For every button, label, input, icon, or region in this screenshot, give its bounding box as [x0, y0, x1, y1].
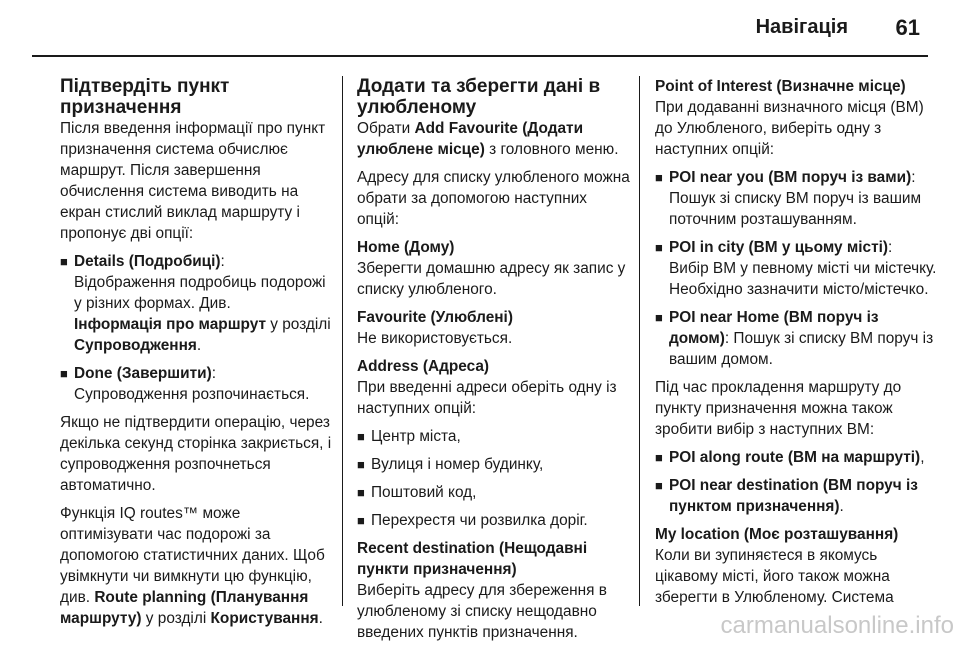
poi-near-home-text: : Пошук зі списку ВМ поруч із вашим домом. — [669, 330, 934, 368]
intro-paragraph: Після введення інформації про пункт призначення система обчислює маршрут. Після завершення обчислення система виводить на екран стислий виклад маршруту і пропонує дві опції: — [60, 120, 326, 242]
route-planning-link: Route planning (Планування маршруту) — [60, 589, 309, 627]
poi-near-you-text: Пошук зі списку ВМ поруч із вашим поточним розташуванням. — [669, 190, 922, 228]
usage-section: Користування — [210, 610, 319, 627]
list-item: ■ Вулиця і номер будинку, — [357, 454, 632, 475]
add-favourite-intro — [357, 118, 632, 160]
route-poi-list — [655, 447, 937, 517]
paragraph-iq-routes: Функція IQ routes™ може оптимізувати час подорожі за допомогою статистичних даних. Щоб увімкнути чи вимкнути цю функцію, див. Route planning (Планування маршруту) у розділі Користування. — [60, 505, 325, 627]
column-2 — [357, 76, 632, 650]
poi-text: При додаванні визначного місця (ВМ) до Улюбленого, виберіть одну з наступних опцій: — [655, 99, 924, 158]
options-list — [60, 251, 334, 405]
details-label: Details (Подробиці) — [74, 253, 221, 270]
home-text: Зберегти домашню адресу як запис у списку улюбленого. — [357, 260, 626, 298]
poi-near-home-label: POI near Home (ВМ поруч із домом) — [669, 309, 879, 347]
poi-along-route-label: POI along route (ВМ на маршруті) — [669, 449, 921, 466]
my-location-text: Коли ви зупиняєтеся в якомусь цікавому місті, його також можна зберегти в Улюбленому. Система — [655, 547, 894, 606]
heading-add-favourite: Додати та зберегти дані в улюбленому — [357, 76, 601, 118]
my-location-label: My location (Моє розташування) — [655, 526, 899, 543]
page-header — [0, 0, 960, 48]
list-item: ■ Поштовий код, — [357, 482, 632, 503]
poi-near-destination-label: POI near destination (ВМ поруч із пунктом призначення) — [669, 477, 918, 515]
list-item-poi-along-route: ■ POI along route (ВМ на маршруті), — [655, 447, 937, 468]
home-label: Home (Дому) — [357, 239, 455, 256]
list-item-poi-near-destination: ■ POI near destination (ВМ поруч із пунктом призначення). — [655, 475, 937, 517]
para3-mid: у розділі — [141, 610, 211, 627]
heading-confirm-destination: Підтвердіть пункт призначення — [60, 76, 230, 118]
poi-near-you-label: POI near you (ВМ поруч із вами) — [669, 169, 912, 186]
done-label: Done (Завершити) — [74, 365, 212, 382]
recent-destination-text: Виберіть адресу для збереження в улюбленому зі списку нещодавно введених пунктів призначення. — [357, 582, 607, 641]
header-divider — [32, 55, 928, 57]
details-section: Супроводження — [74, 337, 197, 354]
watermark: carmanualsonline.info — [720, 612, 954, 639]
section-title: Навігація — [755, 16, 848, 38]
column-divider-2 — [639, 76, 640, 606]
list-item-poi-in-city: ■ POI in city (ВМ у цьому місті): Вибір ВМ у певному місті чи містечку. Необхідно зазначити місто/містечко. — [655, 237, 937, 300]
recent-destination-label: Recent destination (Нещодавні пункти призначення) — [357, 540, 588, 578]
address-label: Address (Адреса) — [357, 358, 490, 375]
favourite-label: Favourite (Улюблені) — [357, 309, 513, 326]
list-item-done: ■ Done (Завершити): Супроводження розпочинається. — [60, 363, 334, 405]
poi-label: Point of Interest (Визначне місце) — [655, 78, 906, 95]
favourite-text: Не використовується. — [357, 330, 513, 347]
list-item-poi-near-you: ■ POI near you (ВМ поруч із вами): Пошук зі списку ВМ поруч із вашим поточним розташуванням. — [655, 167, 937, 230]
list-item-details: ■ Details (Подробиці): Відображення подробиць подорожі у різних формах. Див. Інформація про маршрут у розділі Супроводження. — [60, 251, 334, 356]
list-item-poi-near-home — [655, 307, 937, 370]
list-item: ■ Центр міста, — [357, 426, 632, 447]
column-3 — [655, 76, 937, 615]
add-favourite-menu-item: Add Favourite (Додати улюблене місце) — [357, 120, 584, 158]
poi-in-city-text: Вибір ВМ у певному місті чи містечку. Необхідно зазначити місто/містечко. — [669, 260, 937, 298]
details-text: Відображення подробиць подорожі у різних формах. Див. — [74, 274, 326, 312]
iq-routes-text: Функція IQ routes™ може оптимізувати час подорожі за допомогою статистичних даних. Щоб увімкнути чи вимкнути цю функцію, див. — [60, 505, 325, 606]
page-number: 61 — [895, 15, 920, 40]
list-item: ■ Перехрестя чи розвилка доріг. — [357, 510, 632, 531]
paragraph-auto-start: Якщо не підтвердити операцію, через декілька секунд сторінка закриється, і супроводження розпочнеться автоматично. — [60, 414, 332, 494]
details-link: Інформація про маршрут — [74, 316, 266, 333]
address-options-list — [357, 426, 632, 531]
intro-post: з головного меню. — [484, 141, 619, 158]
done-text: Супроводження розпочинається. — [74, 386, 310, 403]
details-mid: у розділі — [266, 316, 331, 333]
route-poi-intro: Під час прокладення маршруту до пункту призначення можна також зробити вибір з наступних ВМ: — [655, 379, 902, 438]
poi-in-city-label: POI in city (ВМ у цьому місті) — [669, 239, 889, 256]
intro-pre: Обрати — [357, 120, 415, 137]
column-1 — [60, 76, 334, 636]
favourite-options-intro: Адресу для списку улюбленого можна обрати за допомогою наступних опцій: — [357, 169, 630, 228]
column-divider-1 — [342, 76, 343, 606]
address-text: При введенні адреси оберіть одну із наступних опцій: — [357, 379, 617, 417]
poi-options-list — [655, 167, 937, 370]
